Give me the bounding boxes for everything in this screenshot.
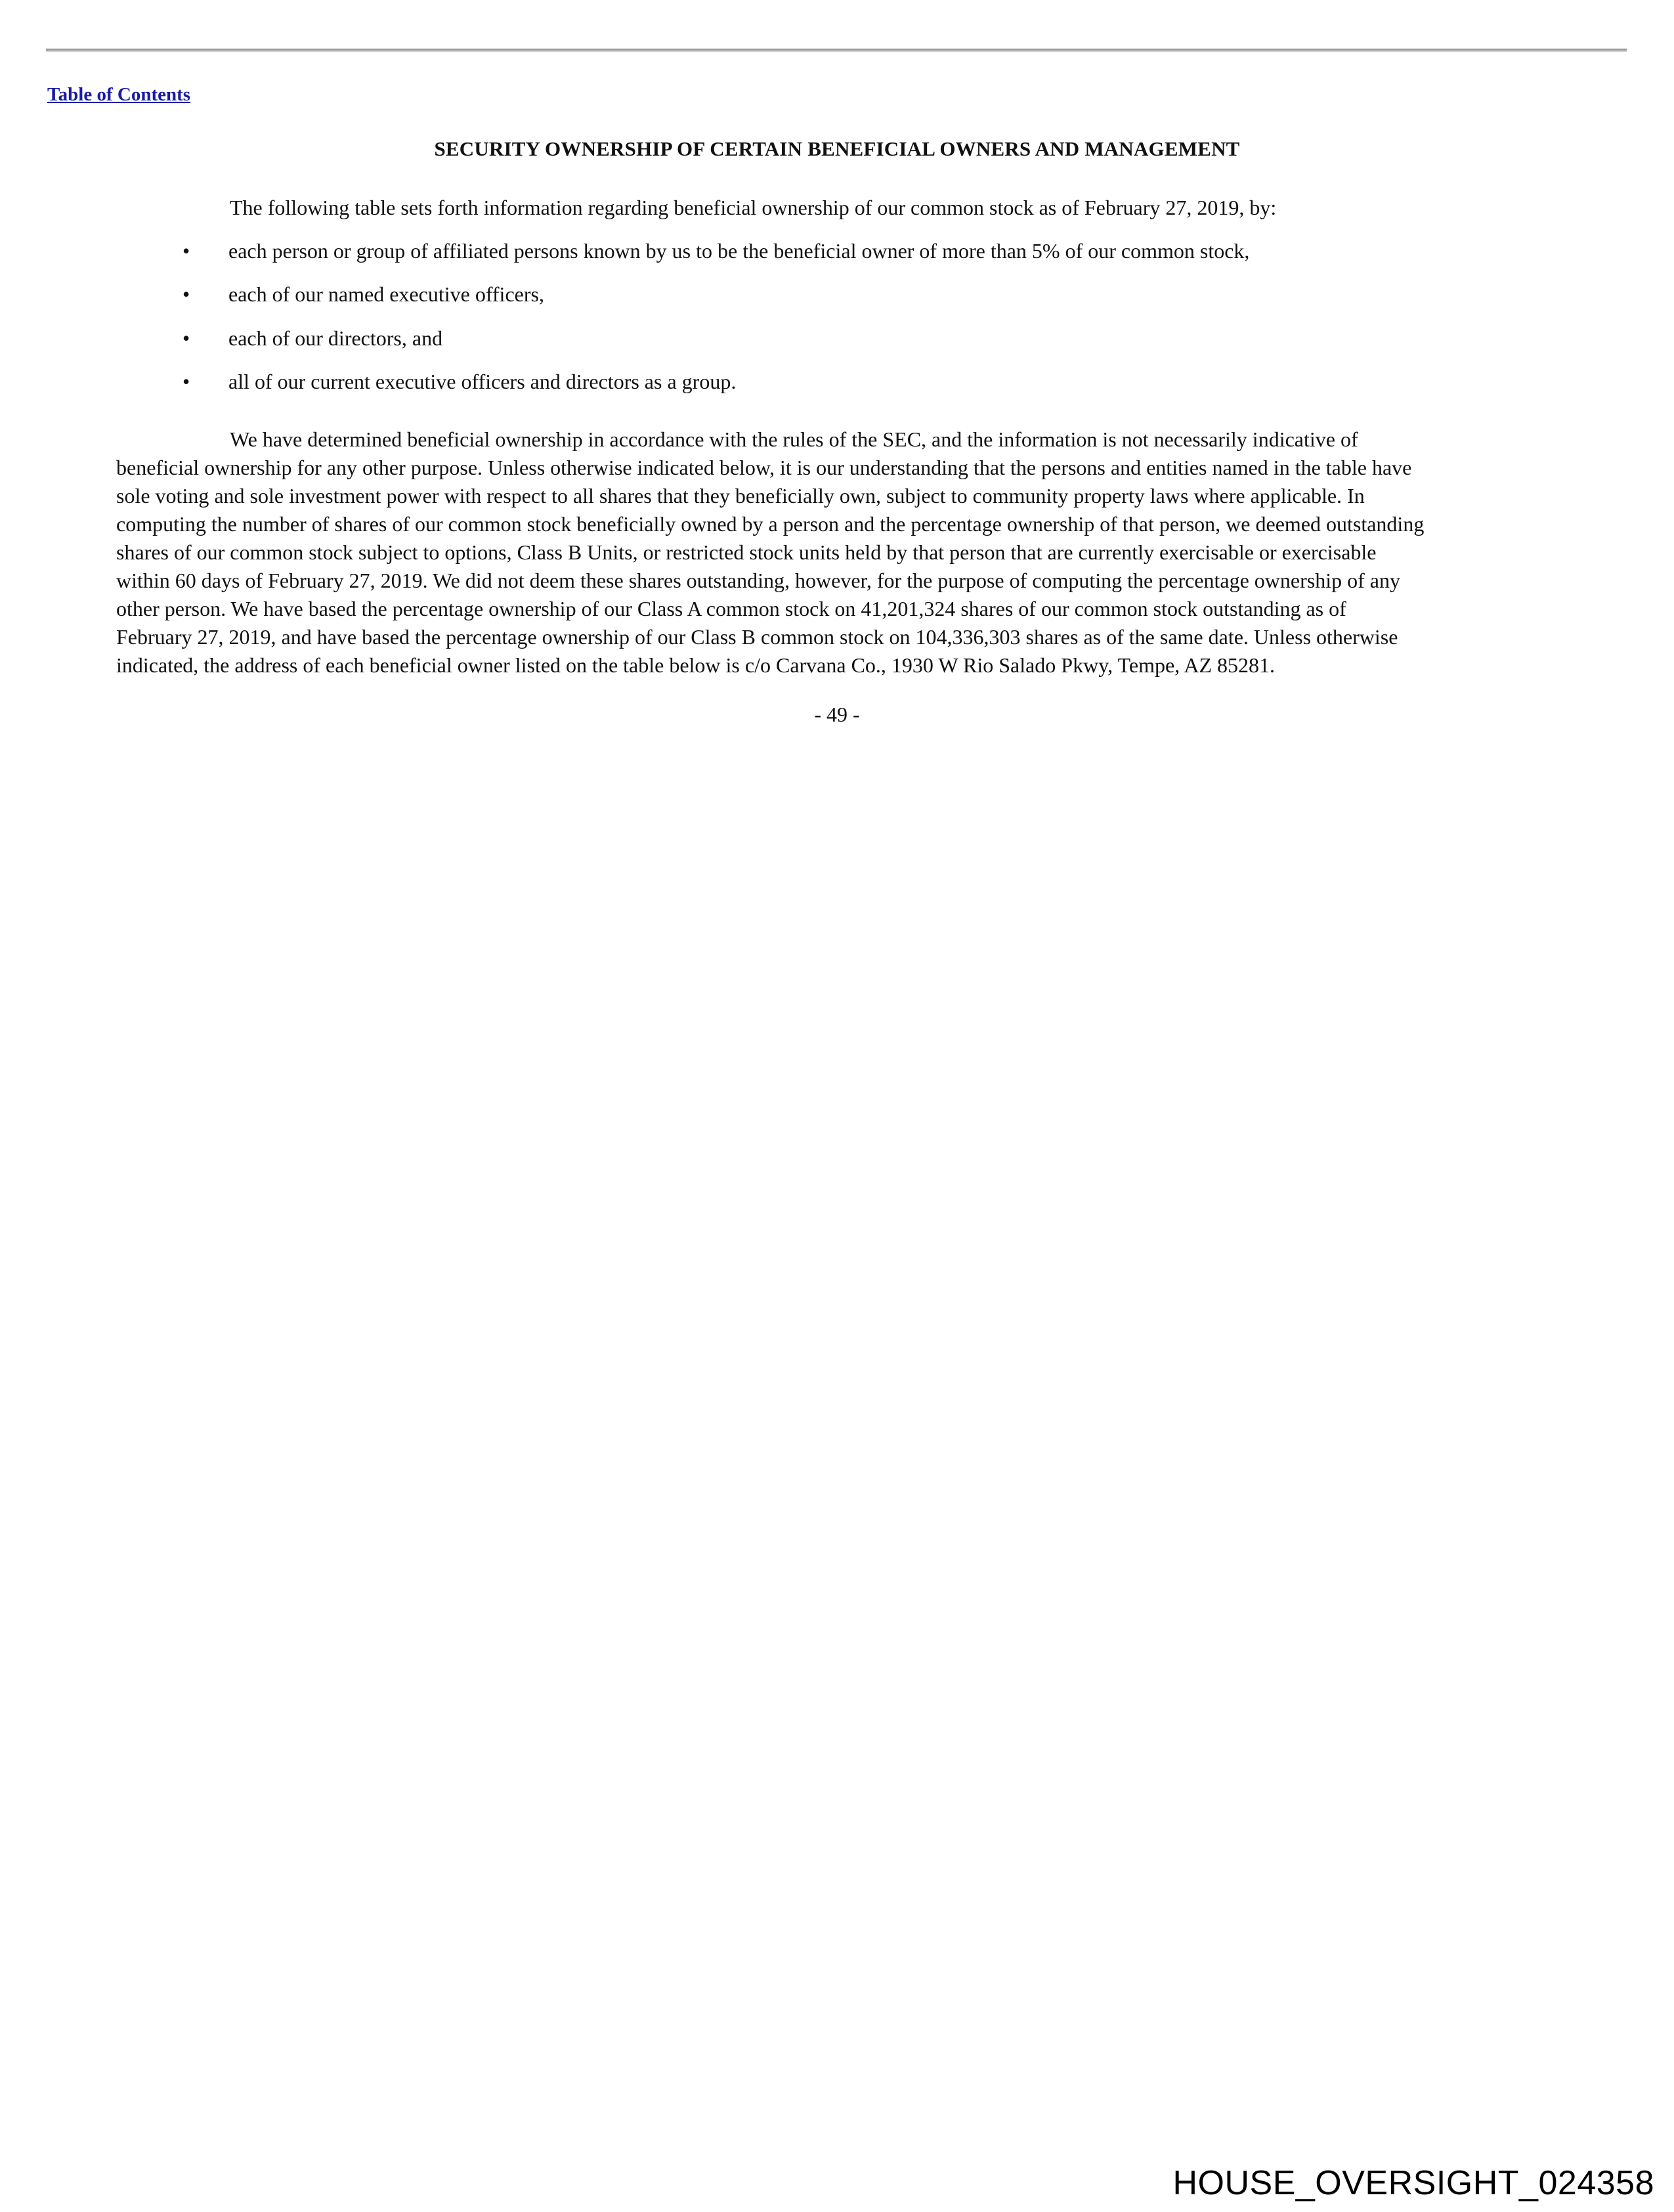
bullet-icon: •	[182, 282, 190, 306]
intro-text: The following table sets forth information regarding beneficial ownership of our common stock as of February 27, 2019, by:	[230, 196, 1277, 219]
table-of-contents-link[interactable]: Table of Contents	[47, 84, 191, 105]
paragraph-line: We have determined beneficial ownership in accordance with the rules of the SEC, and the information is not necessarily indicative of	[230, 427, 1358, 451]
paragraph-line: shares of our common stock subject to options, Class B Units, or restricted stock units held by that person that are currently exercisable or exercisable	[116, 540, 1377, 564]
bullet-icon: •	[182, 370, 190, 393]
paragraph-line: within 60 days of February 27, 2019. We did not deem these shares outstanding, however, for the purpose of computing the percentage ownership of any	[116, 569, 1400, 592]
list-item-text: each of our directors, and	[228, 326, 443, 350]
paragraph-line: other person. We have based the percentage ownership of our Class A common stock on 41,201,324 shares of our common stock outstanding as of	[116, 597, 1346, 620]
bates-stamp: HOUSE_OVERSIGHT_024358	[1172, 2164, 1654, 2202]
list-item-text: each of our named executive officers,	[228, 282, 544, 306]
section-title: SECURITY OWNERSHIP OF CERTAIN BENEFICIAL OWNERS AND MANAGEMENT	[434, 137, 1240, 160]
bullet-icon: •	[182, 326, 190, 350]
paragraph-line: February 27, 2019, and have based the percentage ownership of our Class B common stock on 104,336,303 shares as of the same date. Unless otherwise	[116, 625, 1398, 649]
top-divider	[46, 49, 1627, 52]
list-item-text: each person or group of affiliated persons known by us to be the beneficial owner of more than 5% of our common stock,	[228, 239, 1250, 263]
paragraph-line: computing the number of shares of our common stock beneficially owned by a person and the percentage ownership of that person, we deemed outstanding	[116, 512, 1425, 536]
page-number: - 49 -	[814, 703, 860, 726]
paragraph-line: indicated, the address of each beneficial owner listed on the table below is c/o Carvana Co., 1930 W Rio Salado Pkwy, Tempe, AZ 85281.	[116, 653, 1276, 677]
list-item-text: all of our current executive officers and directors as a group.	[228, 370, 737, 393]
paragraph-line: sole voting and sole investment power with respect to all shares that they beneficially own, subject to community property laws where applicable. In	[116, 484, 1365, 508]
paragraph-line: beneficial ownership for any other purpose. Unless otherwise indicated below, it is our understanding that the persons and entities named in the table have	[116, 456, 1412, 479]
bullet-icon: •	[182, 239, 190, 263]
